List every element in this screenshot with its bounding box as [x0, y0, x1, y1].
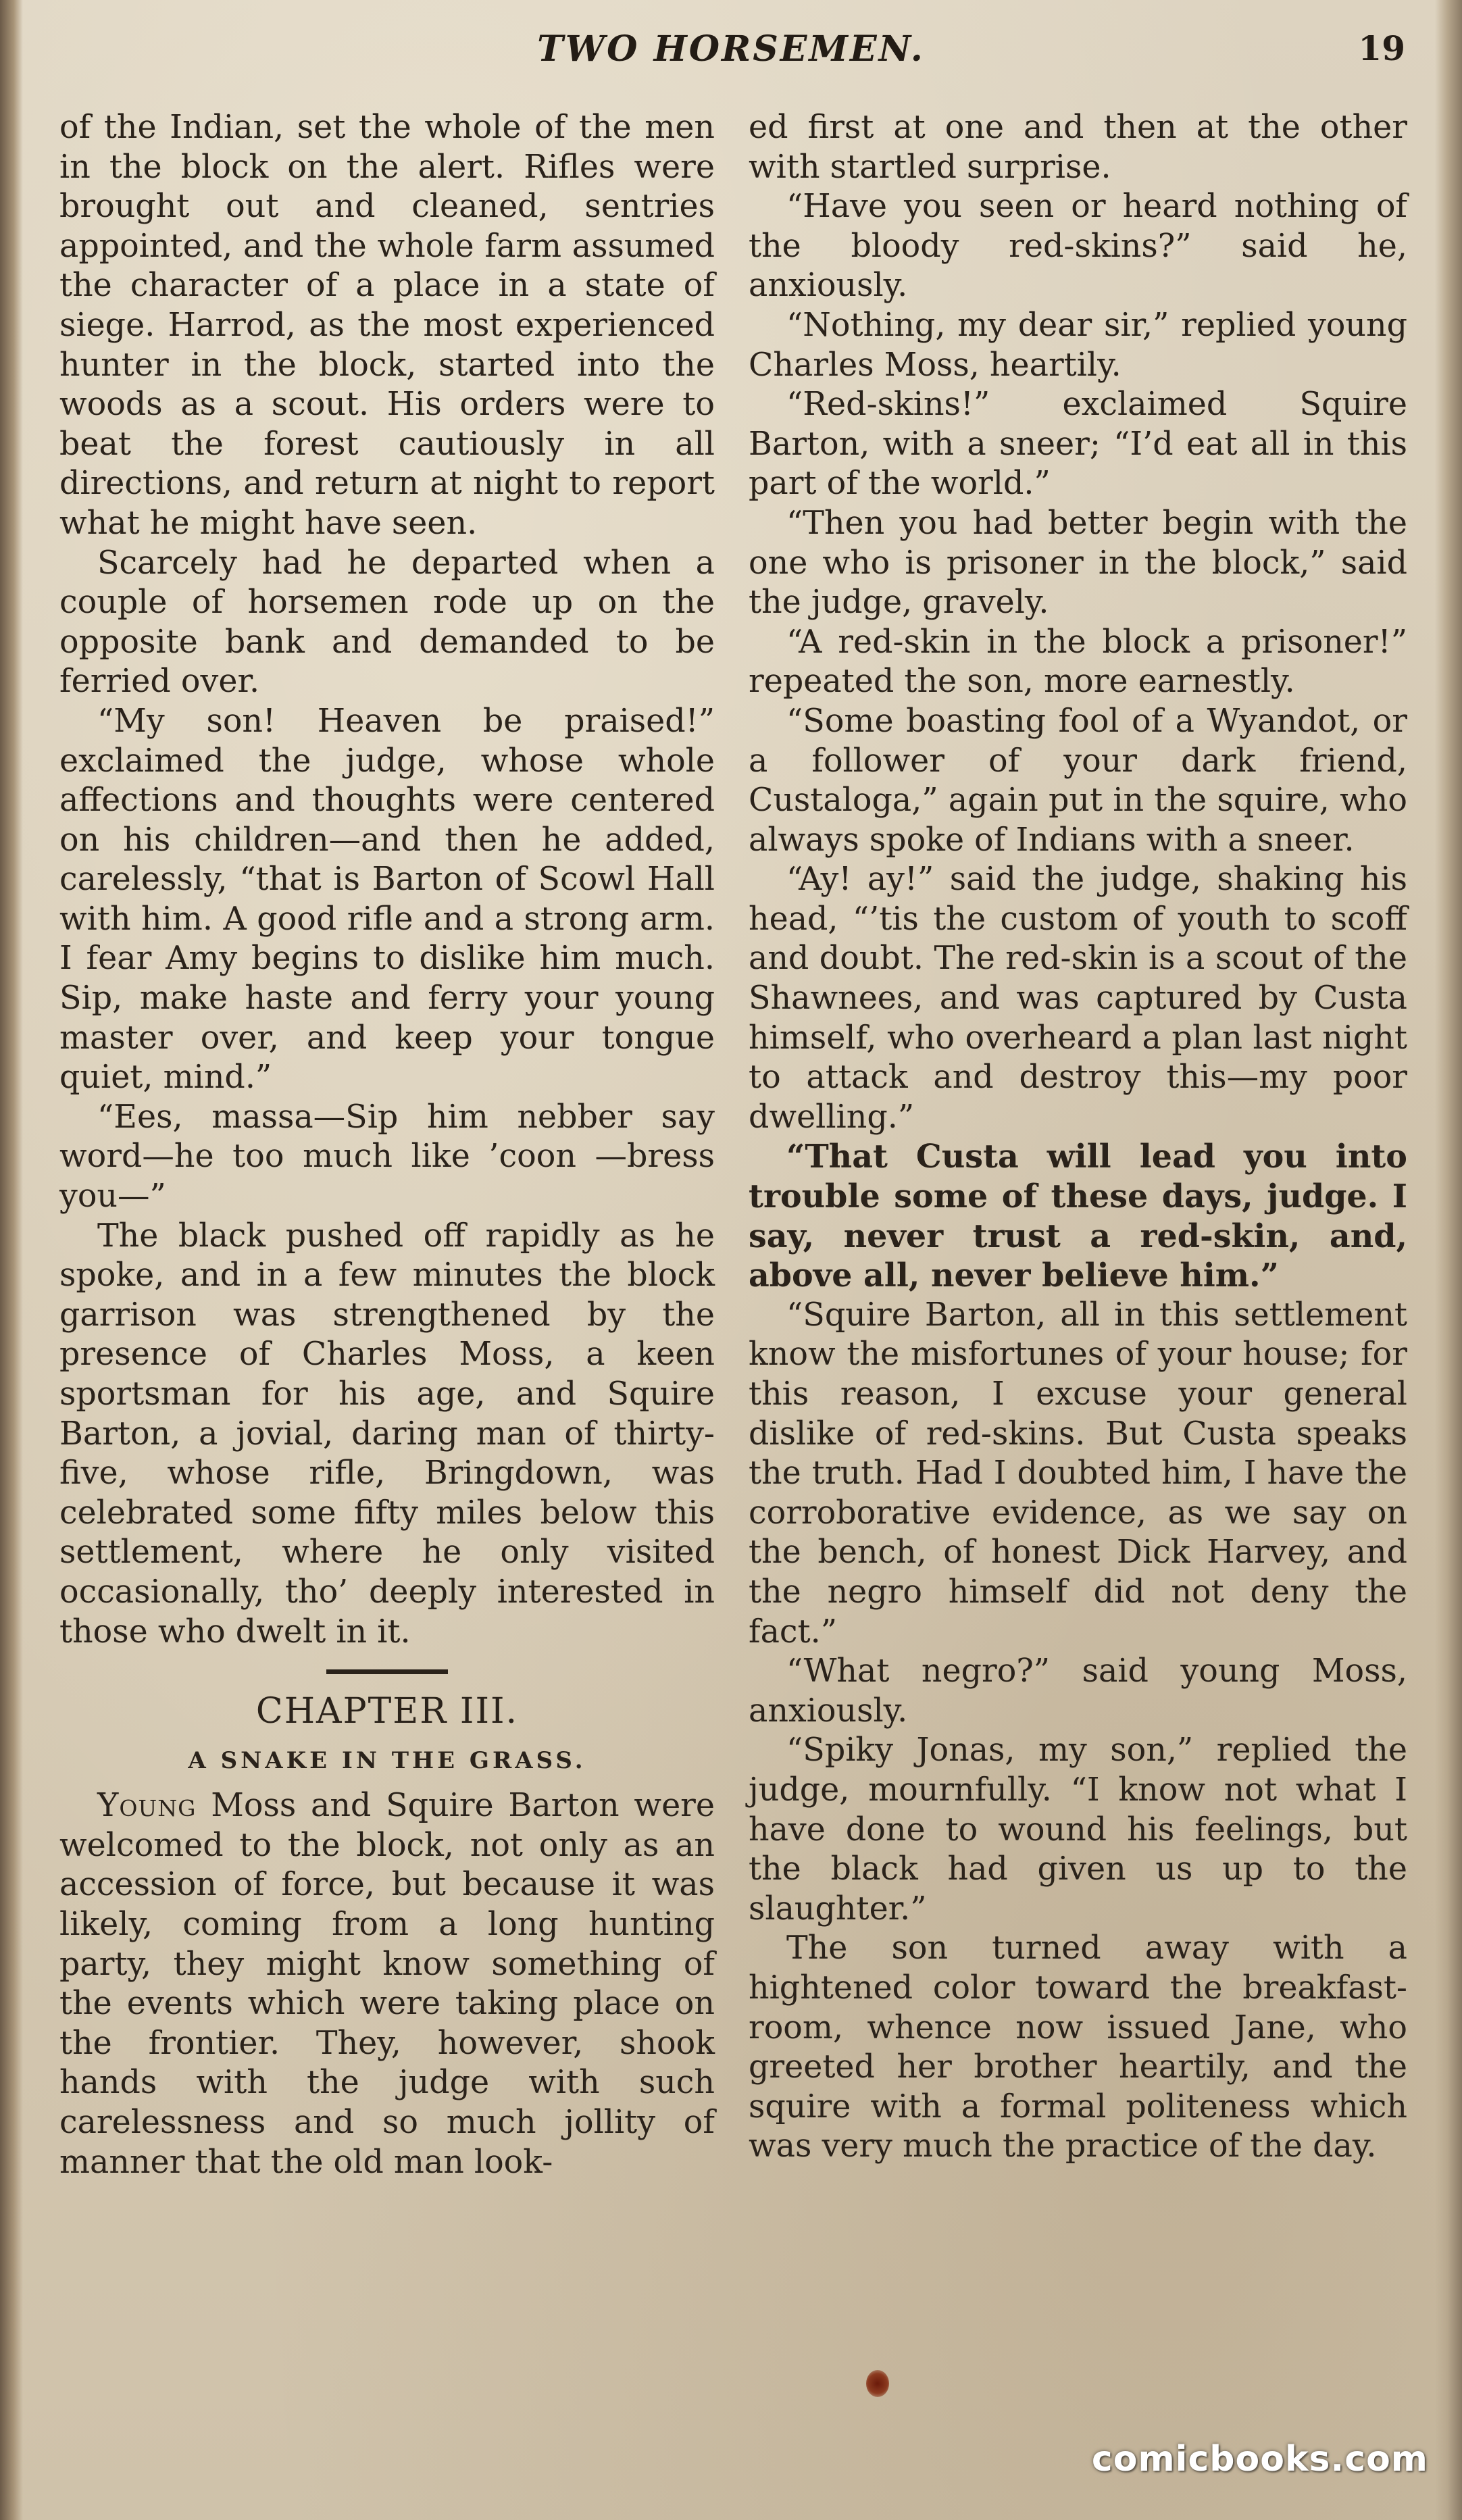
paragraph: “Spiky Jonas, my son,” replied the judge, mournfully. “I know not what I have done to wound his feelings, but the black had given us up to the slaughter.”: [749, 1732, 1407, 1927]
right-column: [749, 108, 1407, 2392]
paragraph: “My son! Heaven be praised!” exclaimed the judge, whose whole affections and thoughts were centered on his children—and then he added, carelessly, “that is Barton of Scowl Hall with him. A good rifle and a strong arm. I fear Amy begins to dislike him much. Sip, make haste and ferry your young master over, and keep your tongue quiet, mind.”: [59, 702, 715, 1097]
chapter-opening-paragraph: [59, 1786, 715, 2182]
ink-stain: [866, 2370, 889, 2397]
chapter-first-word: Young: [97, 1787, 197, 1825]
chapter-title: CHAPTER III.: [255, 1691, 519, 1732]
paragraph: “Some boasting fool of a Wyandot, or a follower of your dark friend, Custaloga,” again put in the squire, who always spoke of Indians with a sneer.: [749, 702, 1407, 859]
paragraph: “A red-skin in the block a prisoner!” repeated the son, more earnestly.: [749, 623, 1407, 701]
chapter-subtitle: A SNAKE IN THE GRASS.: [188, 1747, 586, 1775]
paragraph: “Red-skins!” exclaimed Squire Barton, with a sneer; “I’d eat all in this part of the world.”: [749, 386, 1407, 503]
left-column: [59, 108, 715, 2392]
section-divider: [326, 1669, 448, 1674]
paragraph: “Have you seen or heard nothing of the bloody red-skins?” said he, anxiously.: [749, 188, 1407, 305]
paragraph: “Squire Barton, all in this settlement know the misfortunes of your house; for this reason, I excuse your general dislike of red-skins. But Custa speaks the truth. Had I doubted him, I have the corroborative evidence, as we say on the bench, of honest Dick Harvey, and the negro himself did not deny the fact.”: [749, 1296, 1407, 1650]
page-left-edge: [0, 0, 23, 2520]
paragraph: Scarcely had he departed when a couple of horsemen rode up on the opposite bank and demanded to be ferried over.: [59, 544, 715, 701]
running-title: TWO HORSEMEN.: [537, 28, 925, 70]
paragraph: “That Custa will lead you into trouble some of these days, judge. I say, never trust a red-skin, and, above all, never believe him.”: [749, 1138, 1407, 1295]
paragraph: “Nothing, my dear sir,” replied young Charles Moss, heartily.: [749, 306, 1407, 384]
paragraph: “Ay! ay!” said the judge, shaking his head, “’tis the custom of youth to scoff and doubt. The red-skin is a scout of the Shawnees, and was captured by Custa himself, who overheard a plan last night to attack and destroy this—my poor dwelling.”: [749, 861, 1407, 1136]
paragraph: “Ees, massa—Sip him nebber say word—he too much like ’coon —bress you—”: [59, 1098, 715, 1215]
paragraph: The black pushed off rapidly as he spoke, and in a few minutes the block garrison was strengthened by the presence of Charles Moss, a keen sportsman for his age, and Squire Barton, a jovial, daring man of thirty-five, whose rifle, Bringdown, was celebrated some fifty miles below this settlement, where he only visited occasionally, tho’ deeply interested in those who dwelt in it.: [59, 1217, 715, 1650]
chapter-first-paragraph-text: Moss and Squire Barton were welcomed to the block, not only as an accession of force, but because it was likely, coming from a long hunting party, they might know something of the events which were taking place on the frontier. They, however, shook hands with the judge with such carelessness and so much jollity of manner that the old man look-: [59, 1787, 715, 2181]
page-number: 19: [1358, 28, 1405, 68]
page-right-edge: [1435, 0, 1462, 2520]
page-header: [54, 28, 1408, 76]
paragraph: of the Indian, set the whole of the men in the block on the alert. Rifles were brought out and cleaned, sentries appointed, and the whole farm assumed the character of a place in a state of siege. Harrod, as the most experienced hunter in the block, started into the woods as a scout. His orders were to beat the forest cautiously in all directions, and return at night to report what he might have seen.: [59, 109, 715, 542]
paragraph: The son turned away with a hightened color toward the breakfast-room, whence now issued Jane, who greeted her brother heartily, and the squire with a formal politeness which was very much the practice of the day.: [749, 1930, 1407, 2165]
paragraph: ed first at one and then at the other with startled surprise.: [749, 109, 1407, 186]
paragraph: “What negro?” said young Moss, anxiously.: [749, 1653, 1407, 1730]
paragraph: “Then you had better begin with the one who is prisoner in the block,” said the judge, gravely.: [749, 504, 1407, 622]
site-watermark: comicbooks.com: [1091, 2439, 1428, 2479]
